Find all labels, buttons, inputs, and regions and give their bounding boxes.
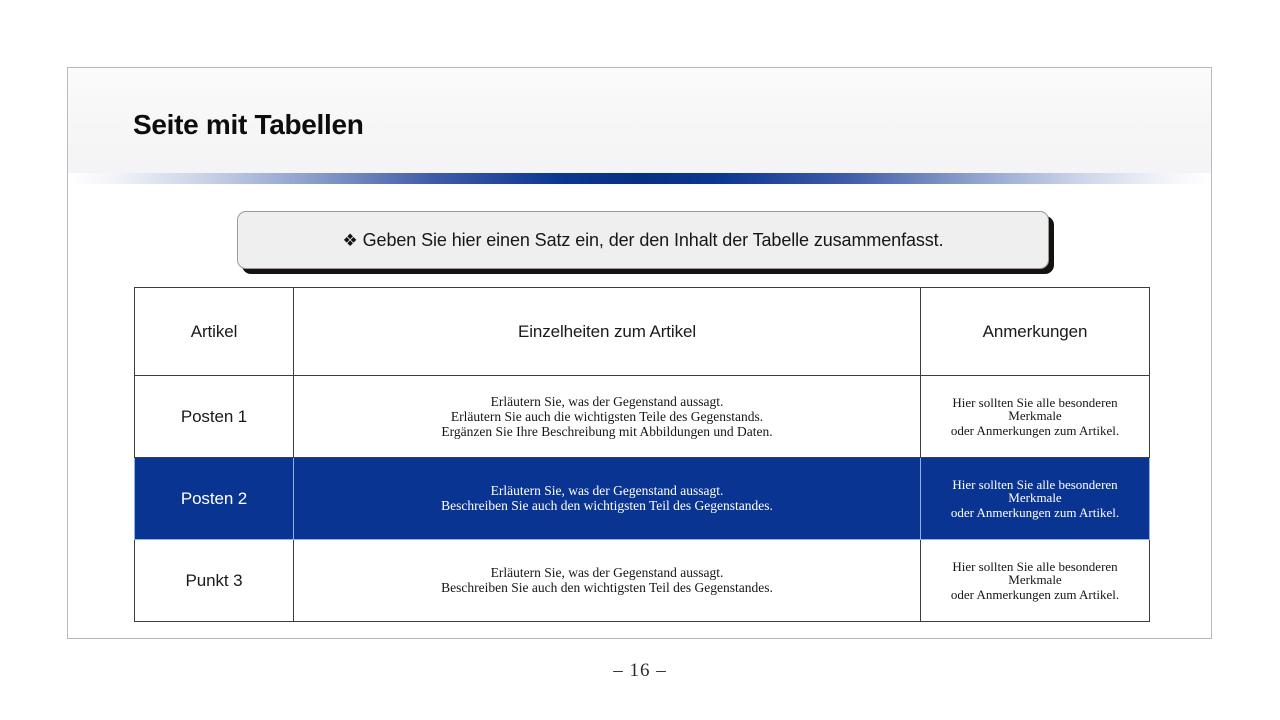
note-line: oder Anmerkungen zum Artikel. bbox=[950, 422, 1120, 438]
summary-callout[interactable] bbox=[237, 211, 1049, 269]
column-header-item: Artikel bbox=[135, 288, 294, 376]
page-title: Seite mit Tabellen bbox=[133, 109, 364, 140]
detail-line: Erläutern Sie, was der Gegenstand aussagt. bbox=[490, 483, 724, 499]
detail-line: Beschreiben Sie auch den wichtigsten Teil des Gegenstandes. bbox=[441, 498, 773, 514]
item-label: Posten 1 bbox=[180, 406, 248, 426]
cell-details bbox=[294, 540, 921, 622]
diamond-cluster-bullet-icon: ❖ bbox=[342, 230, 358, 250]
table-row-highlighted[interactable] bbox=[135, 458, 1150, 540]
table-header-row bbox=[135, 288, 1150, 376]
table-row[interactable] bbox=[135, 376, 1150, 458]
cell-details bbox=[294, 376, 921, 458]
note-line: Hier sollten Sie alle besonderen Merkmale bbox=[952, 394, 1118, 424]
note-text bbox=[921, 478, 1149, 520]
detail-line: Erläutern Sie, was der Gegenstand aussagt. bbox=[490, 393, 724, 409]
table-row[interactable] bbox=[135, 540, 1150, 622]
cell-item bbox=[135, 540, 294, 622]
note-line: oder Anmerkungen zum Artikel. bbox=[950, 586, 1120, 602]
note-text bbox=[921, 396, 1149, 438]
cell-notes bbox=[921, 376, 1150, 458]
slide-canvas bbox=[67, 67, 1212, 639]
detail-line: Ergänzen Sie Ihre Beschreibung mit Abbildungen und Daten. bbox=[441, 423, 773, 439]
cell-notes bbox=[921, 458, 1150, 540]
callout-placeholder-text: Geben Sie hier einen Satz ein, der den Inhalt der Tabelle zusammenfasst. bbox=[362, 229, 944, 250]
item-label: Punkt 3 bbox=[185, 570, 243, 590]
detail-text bbox=[294, 395, 920, 439]
note-text bbox=[921, 560, 1149, 602]
content-table bbox=[134, 287, 1150, 622]
callout-text-line bbox=[343, 230, 944, 251]
cell-details bbox=[294, 458, 921, 540]
detail-text bbox=[294, 484, 920, 513]
item-label: Posten 2 bbox=[180, 488, 248, 508]
callout-box[interactable] bbox=[237, 211, 1049, 269]
note-line: oder Anmerkungen zum Artikel. bbox=[950, 504, 1120, 520]
cell-item bbox=[135, 458, 294, 540]
detail-line: Erläutern Sie, was der Gegenstand aussagt. bbox=[490, 565, 724, 581]
detail-text bbox=[294, 566, 920, 595]
note-line: Hier sollten Sie alle besonderen Merkmale bbox=[952, 476, 1118, 506]
page-number: – 16 – bbox=[613, 660, 667, 681]
column-header-details: Einzelheiten zum Artikel bbox=[294, 288, 921, 376]
column-header-notes: Anmerkungen bbox=[921, 288, 1150, 376]
detail-line: Erläutern Sie auch die wichtigsten Teile des Gegenstands. bbox=[450, 408, 764, 424]
detail-line: Beschreiben Sie auch den wichtigsten Teil des Gegenstandes. bbox=[441, 580, 773, 596]
slide-header-band bbox=[68, 68, 1211, 173]
table-body bbox=[135, 376, 1150, 622]
cell-notes bbox=[921, 540, 1150, 622]
cell-item bbox=[135, 376, 294, 458]
note-line: Hier sollten Sie alle besonderen Merkmale bbox=[952, 558, 1118, 588]
accent-divider bbox=[68, 173, 1211, 184]
